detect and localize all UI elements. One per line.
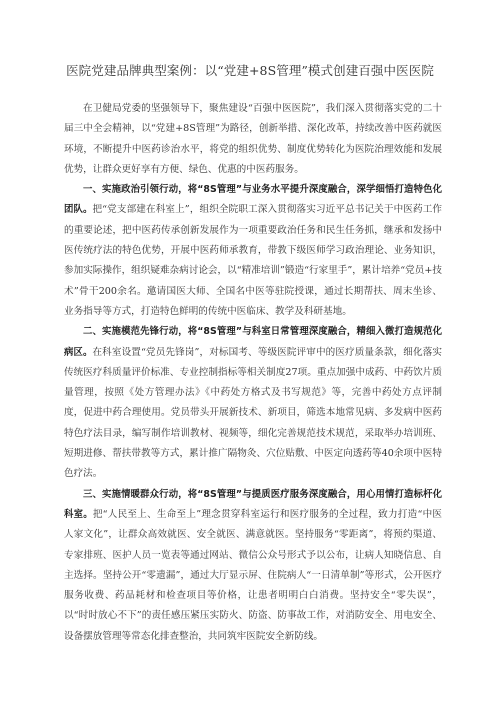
section-body-1: 把“党支部建在科室上”，组织全院职工深入贯彻落实习近平总书记关于中医药工作的重要论述，把中医药传承创新发展作为一项重要政治任务和民生任务抓，继承和发扬中医传统疗法的特色优势，开展中医药师承教育，带教下级医师学习政治理论、业务知识，参加实际操作，组织疑难杂病讨论会，以“精准培训”锻造“行家里手”，累计培养“党员+技术”骨干200余名。邀请国医大师、全国名中医等驻院授课，通过长期帮扶、周末坐诊、业务指导等方式，打造特色鲜明的传统中医临床、教学及科研基地。 — [64, 204, 442, 317]
section-heading-2: 二、实施模范先锋行动，将“8S管理”与科室日常管理深度融合，精细入微打造规范化病区。 — [64, 326, 442, 358]
section-body-3: 把“人民至上、生命至上”理念贯穿科室运行和医疗服务的全过程，致力打造“中医人家文化”，让群众高效就医、安全就医、满意就医。坚持服务“零距离”，将预约渠道、专家排班、医护人员一览表等通过网站、微信公众号形式予以公布，让病人知晓信息、自主选择。坚持公开“零遗漏”，通过大厅显示屏、住院病人“一日清单制”等形式，公开医疗服务收费、药品耗材和检查项目等价格，让患者明明白白消费。坚持安全“零失误”，以“时时放心不下”的责任感压紧压实防火、防盗、防事故工作，对消防安全、用电安全、设备摆放管理等常态化排查整治，共同筑牢医院安全新防线。 — [64, 508, 442, 642]
section-paragraph-3 — [64, 485, 442, 647]
section-paragraph-2 — [64, 322, 442, 484]
intro-paragraph: 在卫健局党委的坚强领导下，聚焦建设“百强中医医院”，我们深入贯彻落实党的二十届三中全会精神，以“党建+8S管理”为路径，创新举措、深化改革，持续改善中医药就医环境，不断提升中医药诊治水平，将党的组织优势、制度优势转化为医院治理效能和发展优势，让群众更好享有方便、绿色、优惠的中医药服务。 — [64, 103, 442, 175]
section-heading-1: 一、实施政治引领行动，将“8S管理”与业务水平提升深度融合，深学细悟打造特色化团队。 — [64, 184, 442, 216]
document-body — [64, 99, 442, 647]
document-title: 医院党建品牌典型案例：以“党建+8S管理”模式创建百强中医医院 — [66, 63, 434, 78]
section-body-2: 在科室设置“党员先锋岗”，对标国考、等级医院评审中的医疗质量条款，细化落实传统医疗科质量评价标准、专业控制指标等相关制度27项。重点加强中成药、中药饮片质量管理，按照《处方管理办法》《中药处方格式及书写规范》等，完善中药处方点评制度，促进中药合理使用。党员带头开展新技术、新项目，筛选本地常见病、多发病中医药特色疗法目录，编写制作培训教材、视频等，细化完善规范技术规范，采取举办培训班、短期进修、帮扶带教等方式，累计推广隔物灸、穴位贴敷、中医定向透药等40余项中医特色疗法。 — [64, 346, 442, 480]
section-heading-3: 三、实施情暖群众行动，将“8S管理”与提质医疗服务深度融合，用心用情打造标杆化科室。 — [64, 488, 442, 520]
section-paragraph-1 — [64, 180, 442, 322]
